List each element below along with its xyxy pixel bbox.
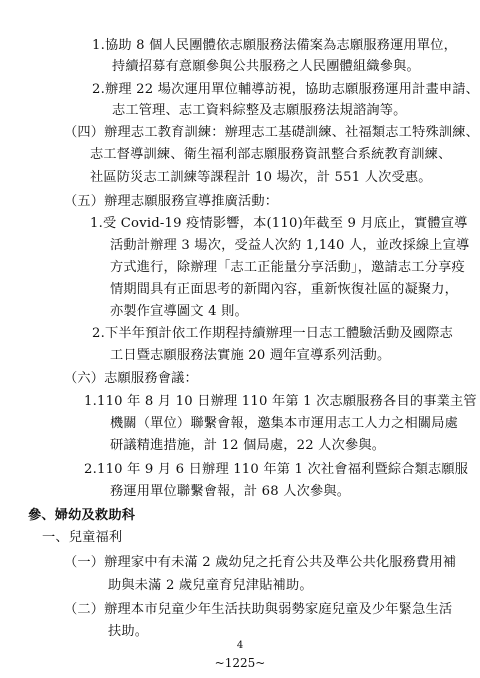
text-line: 1.110 年 8 月 10 日辦理 110 年第 1 次志願服務各目的事業主管 — [84, 394, 477, 409]
text-line: 社區防災志工訓練等課程計 10 場次，計 551 人次受惠。 — [90, 170, 432, 185]
subsection-heading: 一、兒童福利 — [42, 530, 123, 545]
text-line: 持續招募有意願參與公共服務之人民團體組織參與。 — [112, 59, 420, 74]
text-line: 工日暨志願服務法實施 20 週年宣導系列活動。 — [110, 348, 391, 363]
text-line: 扶助。 — [108, 624, 149, 639]
text-line: 活動計辦理 3 場次，受益人次約 1,140 人，並改採線上宣導 — [110, 238, 470, 253]
section-heading: 參、婦幼及救助科 — [28, 508, 136, 523]
text-line: 務運用單位聯繫會報，計 68 人次參與。 — [110, 484, 351, 499]
text-line: 研議精進措施，計 12 個局處，22 人次參與。 — [110, 438, 386, 453]
text-line: 志工督導訓練、衛生福利部志願服務資訊整合系統教育訓練、 — [90, 147, 452, 162]
text-line: （五）辦理志願服務宣導推廣活動： — [64, 194, 279, 209]
text-line: 2.110 年 9 月 6 日辦理 110 年第 1 次社會福利暨綜合類志願服 — [84, 462, 469, 477]
text-line: 機關（單位）聯繫會報，邀集本市運用志工人力之相關局處 — [110, 416, 459, 431]
text-line: 1.受 Covid-19 疫情影響，本(110)年截至 9 月底止，實體宣導 — [90, 216, 468, 231]
text-line: （二）辦理本市兒童少年生活扶助與弱勢家庭兒童及少年緊急生活 — [64, 602, 453, 617]
page-number: 4 — [236, 640, 244, 651]
text-line: （六）志願服務會議： — [64, 371, 198, 386]
text-line: 志工管理、志工資料綜整及志願服務法規諮詢等。 — [112, 103, 407, 118]
text-line: 2.下半年預計依工作期程持續辦理一日志工體驗活動及國際志 — [92, 326, 454, 341]
text-line: （四）辦理志工教育訓練：辦理志工基礎訓練、社福類志工特殊訓練、 — [64, 125, 480, 140]
text-line: 方式進行，除辦理「志工正能量分享活動」，邀請志工分享疫 — [110, 260, 465, 275]
text-line: 1.協助 8 個人民團體依志願服務法備案為志願服務運用單位， — [92, 38, 458, 53]
text-line: 2.辦理 22 場次運用單位輔導訪視，協助志願服務運用計畫申請、 — [92, 82, 480, 97]
page-footer: ~1225~ — [214, 656, 266, 670]
text-line: （一）辦理家中有未滿 2 歲幼兒之托育公共及準公共化服務費用補 — [64, 555, 457, 570]
text-line: 亦製作宣導圖文 4 則。 — [110, 304, 248, 319]
text-line: 情期間具有正面思考的新聞內容，重新恢復社區的凝聚力， — [110, 282, 459, 297]
text-line: 助與未滿 2 歲兒童育兒津貼補助。 — [108, 578, 313, 593]
